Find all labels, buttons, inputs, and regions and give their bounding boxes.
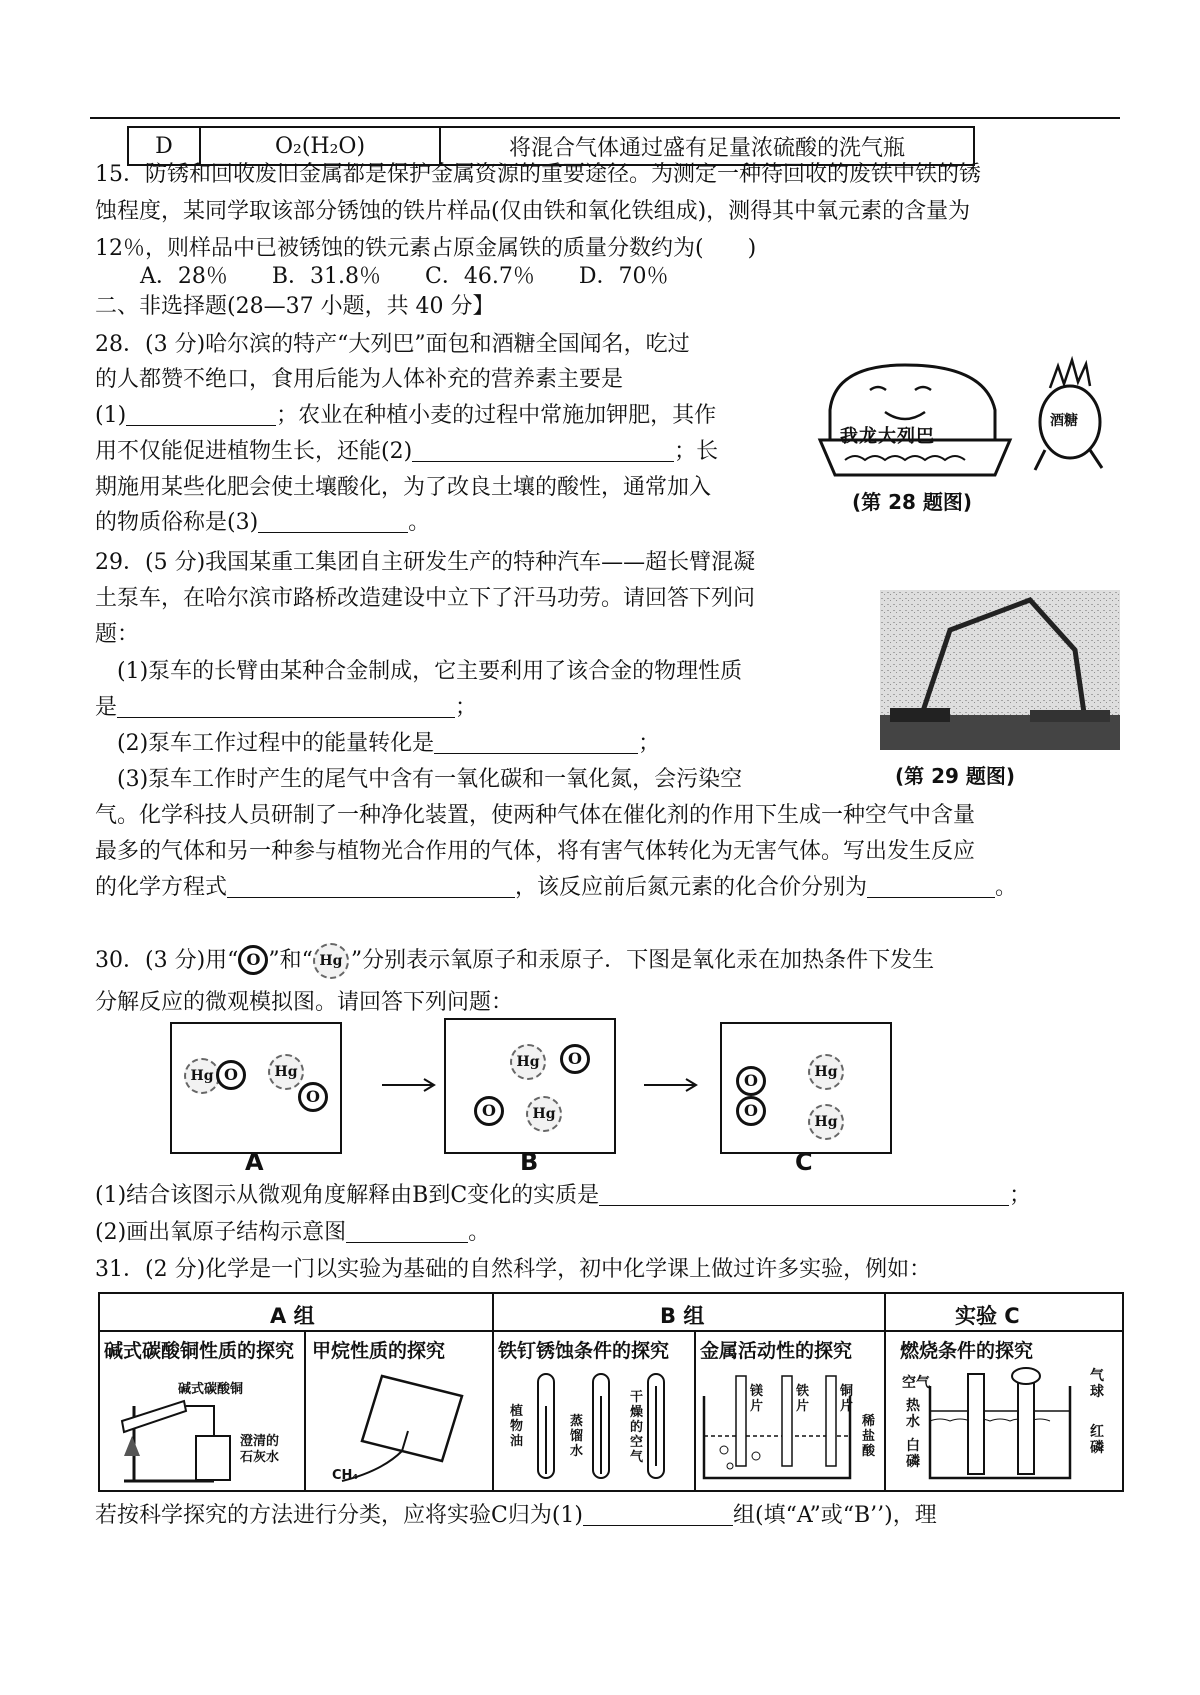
pump-truck-photo — [880, 590, 1120, 750]
q29-line: 土泵车，在哈尔滨市路桥改造建设中立下了汗马功劳。请回答下列问 — [95, 586, 756, 611]
experiment-title: 甲烷性质的探究 — [312, 1340, 446, 1362]
apparatus-label: 铜片 — [840, 1384, 854, 1414]
q30-line: 分解反应的微观模拟图。请回答下列问题： — [95, 990, 514, 1015]
oxygen-atom-icon: O — [474, 1096, 504, 1126]
oxygen-atom-icon: O — [736, 1066, 766, 1096]
table-cell: 将混合气体通过盛有足量浓硫酸的洗气瓶 — [440, 127, 974, 165]
q28-line: (1) ；农业在种植小麦的过程中常施加钾肥，其作 — [95, 403, 717, 428]
apparatus-label: 空气 — [902, 1375, 930, 1391]
answer-blank[interactable] — [258, 510, 408, 533]
apparatus-label: 植物油 — [510, 1404, 524, 1449]
group-b-header: B 组 — [660, 1304, 705, 1328]
oxygen-atom-icon: O — [560, 1044, 590, 1074]
arrow-icon — [642, 1075, 702, 1095]
experiment-title: 碱式碳酸铜性质的探究 — [104, 1340, 295, 1362]
apparatus-label: 干燥的空气 — [630, 1390, 644, 1465]
model-box-b — [444, 1018, 616, 1154]
rust-test-tubes — [498, 1366, 692, 1486]
apparatus-label: 稀盐酸 — [862, 1414, 876, 1459]
apparatus-label: CH₄ — [332, 1468, 359, 1483]
metal-activity-beaker — [700, 1366, 882, 1486]
section-heading: 二、非选择题(28—37 小题，共 40 分】 — [95, 294, 495, 319]
candy-label: 酒糖 — [1050, 413, 1078, 429]
q28-line: 的人都赞不绝口，食用后能为人体补充的营养素主要是 — [95, 367, 624, 392]
figure-caption: (第 29 题图) — [895, 764, 1016, 788]
q15-line: 15．防锈和回收废旧金属都是保护金属资源的重要途径。为测定一种待回收的废铁中铁的锈 — [95, 162, 981, 187]
q31-line: 31．(2 分)化学是一门以实验为基础的自然科学，初中化学课上做过许多实验，例如： — [95, 1257, 932, 1282]
answer-blank[interactable] — [126, 403, 276, 426]
q30-line: (2)画出氧原子结构示意图 。 — [95, 1220, 491, 1245]
mercury-atom-icon: Hg — [808, 1104, 844, 1140]
q30-line: 30．(3 分)用“ O ”和“ Hg ”分别表示氧原子和汞原子．下图是氧化汞在加热条件下发生 — [95, 943, 934, 979]
mercury-atom-icon: Hg — [526, 1096, 562, 1132]
answer-blank[interactable] — [117, 695, 455, 718]
q31-line: 若按科学探究的方法进行分类，应将实验C归为(1) 组(填“A”或“B’’)，理 — [95, 1503, 937, 1528]
q29-line: 题： — [95, 622, 140, 647]
apparatus-label: 红磷 — [1090, 1424, 1104, 1456]
answer-blank[interactable] — [412, 439, 674, 462]
figure-caption: (第 28 题图) — [852, 490, 973, 514]
oxygen-atom-icon: O — [238, 945, 268, 975]
answer-blank[interactable] — [227, 875, 515, 898]
q29-line: 最多的气体和另一种参与植物光合作用的气体，将有害气体转化为无害气体。写出发生反应 — [95, 839, 976, 864]
experiment-table — [98, 1292, 1124, 1492]
q28-line: 用不仅能促进植物生长，还能(2) ；长 — [95, 439, 719, 464]
table-cell: D — [128, 127, 200, 165]
answer-blank[interactable] — [434, 731, 638, 754]
arrow-icon — [380, 1075, 440, 1095]
answer-blank[interactable] — [346, 1220, 468, 1243]
q28-line: 28．(3 分)哈尔滨的特产“大列巴”面包和酒糖全国闻名，吃过 — [95, 332, 690, 357]
model-box-c — [720, 1022, 892, 1154]
table-cell: O₂(H₂O) — [200, 127, 440, 165]
group-c-header: 实验 C — [955, 1304, 1020, 1328]
mercury-atom-icon: Hg — [184, 1058, 220, 1094]
q15-line: 蚀程度，某同学取该部分锈蚀的铁片样品(仅由铁和氧化铁组成)，测得其中氧元素的含量为 — [95, 199, 971, 224]
oxygen-atom-icon: O — [736, 1096, 766, 1126]
q29-line: 的化学方程式 ，该反应前后氮元素的化合价分别为 。 — [95, 875, 1018, 900]
answer-blank[interactable] — [583, 1503, 733, 1526]
apparatus-label: 热水 — [906, 1398, 920, 1430]
oxygen-atom-icon: O — [298, 1082, 328, 1112]
model-label: B — [520, 1148, 539, 1176]
q29-line: (2)泵车工作过程中的能量转化是 ； — [117, 731, 661, 756]
model-box-a — [170, 1022, 342, 1154]
q28-line: 的物质俗称是(3) 。 — [95, 510, 431, 535]
model-label: A — [245, 1148, 264, 1176]
mercury-atom-icon: Hg — [313, 943, 349, 979]
group-a-header: A 组 — [270, 1304, 315, 1328]
experiment-title: 铁钉锈蚀条件的探究 — [498, 1340, 670, 1362]
q29-line: (1)泵车的长臂由某种合金制成，它主要利用了该合金的物理性质 — [117, 659, 743, 684]
model-label: C — [795, 1148, 813, 1176]
experiment-title: 燃烧条件的探究 — [900, 1340, 1034, 1362]
q15-options: A．28％ B．31.8％ C．46.7％ D．70％ — [140, 264, 669, 289]
answer-blank[interactable] — [599, 1183, 1009, 1206]
oxygen-atom-icon: O — [216, 1060, 246, 1090]
apparatus-label: 白磷 — [906, 1438, 920, 1470]
mercury-atom-icon: Hg — [510, 1044, 546, 1080]
q29-line: 29．(5 分)我国某重工集团自主研发生产的特种汽车——超长臂混凝 — [95, 550, 756, 575]
apparatus-label: 镁片 — [750, 1384, 764, 1414]
answer-blank[interactable] — [867, 875, 995, 898]
apparatus-label: 气球 — [1090, 1368, 1104, 1400]
apparatus-label: 碱式碳酸铜 — [178, 1382, 244, 1397]
q15-line: 12％，则样品中已被锈蚀的铁元素占原金属铁的质量分数约为( ) — [95, 236, 757, 261]
q29-line: (3)泵车工作时产生的尾气中含有一氧化碳和一氧化氮，会污染空 — [117, 767, 743, 792]
apparatus-label: 蒸馏水 — [570, 1414, 584, 1459]
q29-line: 气。化学科技人员研制了一种净化装置，使两种气体在催化剂的作用下生成一种空气中含量 — [95, 803, 976, 828]
q28-line: 期施用某些化肥会使土壤酸化，为了改良土壤的酸性，通常加入 — [95, 475, 712, 500]
top-rule — [90, 117, 1120, 119]
q29-line: 是 ； — [95, 695, 478, 720]
mercury-atom-icon: Hg — [808, 1054, 844, 1090]
apparatus-label: 铁片 — [796, 1384, 810, 1414]
mercury-atom-icon: Hg — [268, 1054, 304, 1090]
q30-line: (1)结合该图示从微观角度解释由B到C变化的实质是 ； — [95, 1183, 1032, 1208]
experiment-title: 金属活动性的探究 — [700, 1340, 853, 1362]
bread-label: 我龙大列巴 — [840, 426, 935, 447]
apparatus-label: 澄清的石灰水 — [240, 1434, 280, 1465]
